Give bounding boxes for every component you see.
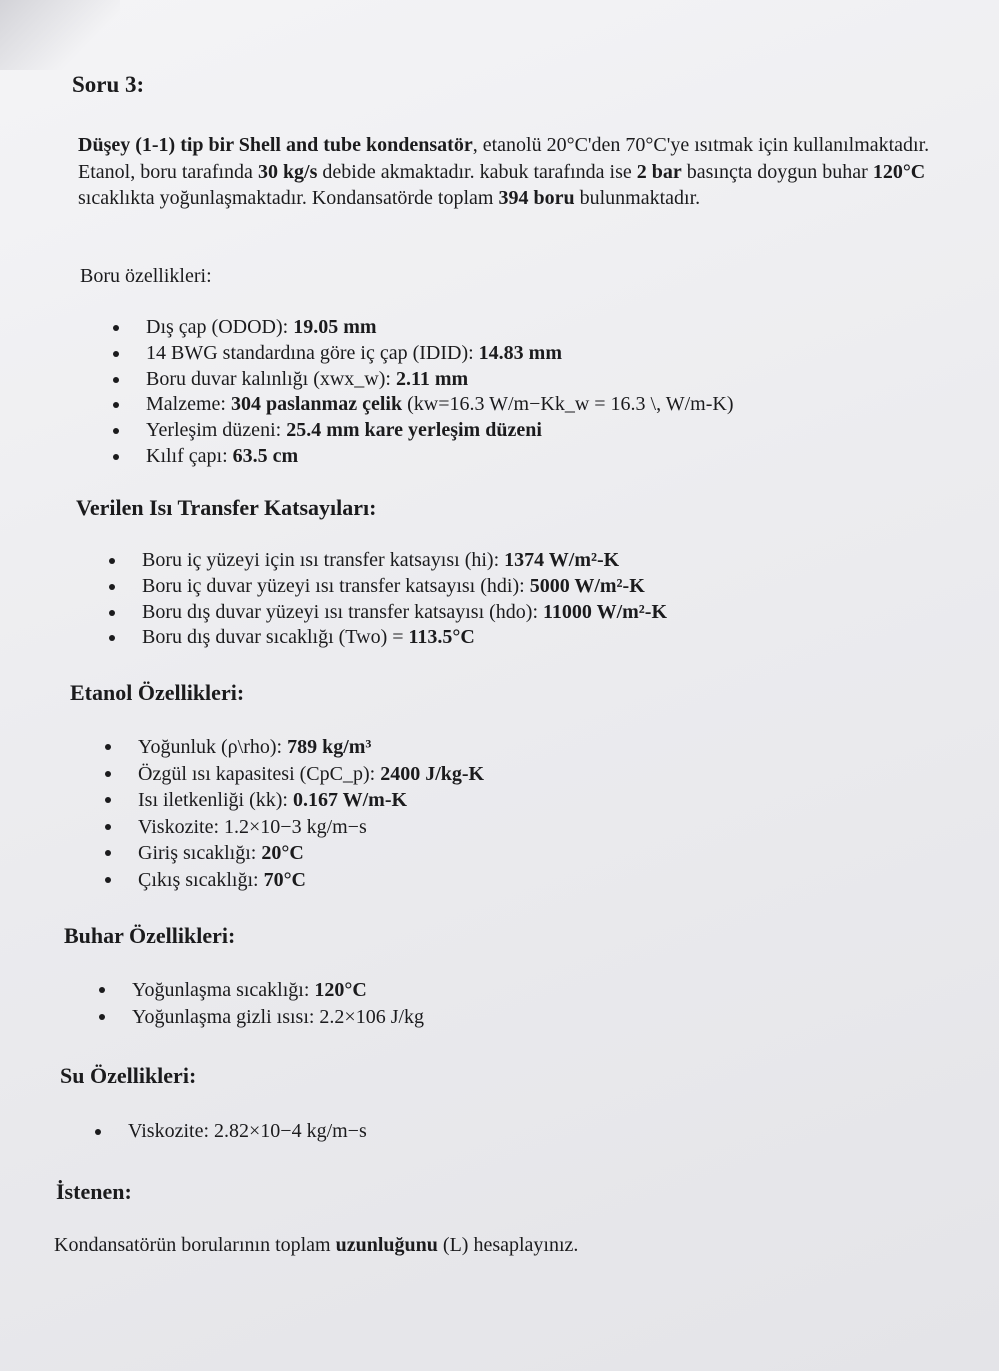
list-item xyxy=(108,574,667,600)
item-label: Yoğunluk (ρ\rho): xyxy=(138,736,288,758)
item-value: 63.5 cm xyxy=(232,444,299,467)
list-item xyxy=(112,392,734,418)
steam-heading: Buhar Özellikleri: xyxy=(64,923,236,948)
question-title: Soru 3: xyxy=(72,72,145,97)
item-value: 25.4 mm kare yerleşim düzeni xyxy=(286,419,542,442)
item-label: Isı iletkenliği (kk): xyxy=(138,789,293,811)
item-label: 14 BWG standardına göre iç çap (IDID): xyxy=(146,341,479,364)
final-bold: uzunluğunu xyxy=(335,1234,438,1256)
requested-heading: İstenen: xyxy=(56,1179,132,1204)
htc-heading: Verilen Isı Transfer Katsayıları: xyxy=(76,495,377,520)
item-label: Viskozite: 1.2×10−3 kg/m−s xyxy=(138,815,367,838)
item-value: 789 kg/m³ xyxy=(287,736,372,758)
item-label: Boru dış duvar sıcaklığı (Two) = xyxy=(142,626,409,649)
steam-list xyxy=(98,977,424,1031)
tube-properties-list xyxy=(112,315,734,470)
item-label: Özgül ısı kapasitesi (CpC_p): xyxy=(138,762,381,785)
intro-bold-2: 30 kg/s xyxy=(257,160,318,183)
tube-properties-label: Boru özellikleri: xyxy=(80,265,212,287)
item-value: 11000 W/m²-K xyxy=(543,600,667,623)
item-label: Boru dış duvar yüzeyi ısı transfer katsayısı (hdo): xyxy=(142,600,544,623)
list-item xyxy=(104,787,484,814)
intro-text-1: , etanolü 20°C'den 70°C'ye ısıtmak için kullanılmaktadır. Etanol, boru tarafında xyxy=(78,134,930,183)
item-label: Giriş sıcaklığı: xyxy=(138,842,262,864)
list-item xyxy=(112,367,734,393)
intro-text-3: basınçta doygun buhar xyxy=(681,160,873,183)
final-text-2: (L) hesaplayınız. xyxy=(437,1234,579,1256)
item-label: Boru iç yüzeyi için ısı transfer katsayısı (hi): xyxy=(142,549,505,571)
list-item xyxy=(112,418,734,444)
intro-text-4: sıcaklıkta yoğunlaşmaktadır. Kondansatörde toplam xyxy=(78,187,499,209)
item-label: Yerleşim düzeni: xyxy=(146,419,287,442)
list-item xyxy=(104,867,484,894)
list-item xyxy=(104,734,484,761)
item-value: 1374 W/m²-K xyxy=(504,549,620,571)
item-label: Kılıf çapı: xyxy=(146,444,233,467)
intro-text-2: debide akmaktadır. kabuk tarafında ise xyxy=(317,160,637,183)
item-value: 19.05 mm xyxy=(293,316,377,338)
item-label: Boru iç duvar yüzeyi ısı transfer katsayısı (hdi): xyxy=(142,574,530,597)
list-item xyxy=(108,625,667,651)
list-item xyxy=(98,1004,424,1031)
list-item xyxy=(98,977,424,1004)
item-value: 20°C xyxy=(261,842,304,864)
intro-bold-5: 394 boru xyxy=(498,187,575,209)
item-value: 2400 J/kg-K xyxy=(380,762,485,785)
item-value: 0.167 W/m-K xyxy=(292,789,408,811)
htc-list xyxy=(108,548,667,651)
list-item xyxy=(112,315,734,341)
intro-text-5: bulunmaktadır. xyxy=(574,187,701,209)
final-text-1: Kondansatörün borularının toplam xyxy=(54,1234,336,1256)
item-suffix: (kw=16.3 W/m−Kk_w = 16.3 \, W/m-K) xyxy=(402,393,734,416)
intro-bold-1: Düşey (1-1) tip bir Shell and tube kondensatör xyxy=(78,134,473,156)
item-value: 70°C xyxy=(263,868,307,891)
list-item xyxy=(112,341,734,367)
list-item xyxy=(108,548,667,574)
intro-bold-4: 120°C xyxy=(872,160,926,183)
ethanol-list xyxy=(104,734,484,893)
list-item xyxy=(104,761,484,788)
item-label: Malzeme: xyxy=(146,393,231,416)
item-value: 113.5°C xyxy=(408,626,475,649)
item-label: Yoğunlaşma sıcaklığı: xyxy=(132,979,315,1001)
problem-statement xyxy=(78,132,938,212)
item-label: Viskozite: 2.82×10−4 kg/m−s xyxy=(128,1120,367,1142)
list-item xyxy=(112,444,734,470)
item-value: 304 paslanmaz çelik xyxy=(230,393,403,416)
item-value: 5000 W/m²-K xyxy=(529,574,645,597)
water-heading: Su Özellikleri: xyxy=(60,1063,197,1088)
list-item xyxy=(104,814,484,841)
item-label: Yoğunlaşma gizli ısısı: 2.2×106 J/kg xyxy=(132,1006,425,1028)
page-corner-shadow xyxy=(0,0,120,70)
intro-bold-3: 2 bar xyxy=(636,160,682,183)
list-item xyxy=(108,600,667,626)
item-label: Dış çap (ODOD): xyxy=(146,316,294,338)
item-value: 14.83 mm xyxy=(478,341,562,364)
item-label: Çıkış sıcaklığı: xyxy=(138,868,264,891)
item-value: 2.11 mm xyxy=(395,367,469,390)
water-list xyxy=(94,1119,367,1145)
list-item xyxy=(104,840,484,867)
ethanol-heading: Etanol Özellikleri: xyxy=(70,680,245,705)
requested-text xyxy=(54,1234,578,1257)
list-item xyxy=(94,1119,367,1145)
item-value: 120°C xyxy=(314,979,367,1001)
item-label: Boru duvar kalınlığı (xwx_w): xyxy=(146,367,396,390)
